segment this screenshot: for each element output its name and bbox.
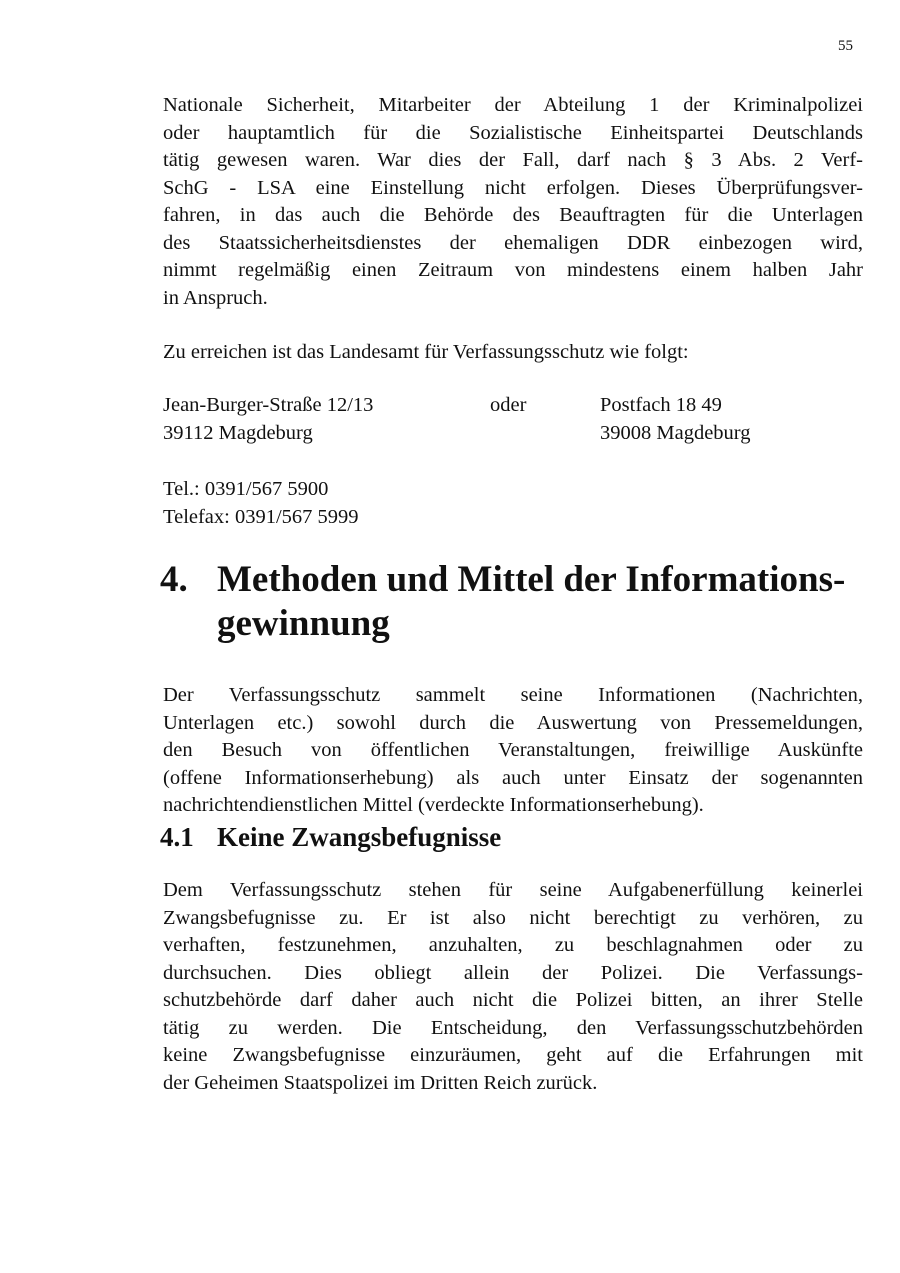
section-heading-4-1 [160,821,501,853]
section-number: 4.1 [160,822,194,852]
text-line: nimmt regelmäßig einen Zeitraum von mindestens einem halben Jahr [163,259,863,281]
text-line: tätig gewesen waren. War dies der Fall, darf nach § 3 Abs. 2 Verf- [163,149,863,171]
text-line: keine Zwangsbefugnisse einzuräumen, geht auf die Erfahrungen mit [163,1044,863,1066]
city: 39112 Magdeburg [163,422,313,444]
address-row [163,419,863,447]
text-line: Unterlagen etc.) sowohl durch die Auswertung von Pressemeldungen, [163,711,863,734]
text-line: der Geheimen Staatspolizei im Dritten Reich zurück. [163,1071,598,1094]
address-intro [163,339,863,367]
text-line: SchG - LSA eine Einstellung nicht erfolgen. Dieses Überprüfungsver- [163,176,863,199]
text-line: den Besuch von öffentlichen Veranstaltungen, freiwillige Auskünfte [163,739,863,761]
paragraph-continuation [163,92,863,312]
street-address: Jean-Burger-Straße 12/13 [163,394,374,416]
text-line: in Anspruch. [163,286,268,309]
po-city: 39008 Magdeburg [600,422,751,444]
section-number: 4. [160,559,188,600]
text-line: Nationale Sicherheit, Mitarbeiter der Abteilung 1 der Kriminalpolizei [163,94,863,116]
text-line: oder hauptamtlich für die Sozialistische Einheitspartei Deutschlands [163,121,863,144]
text-line: tätig zu werden. Die Entscheidung, den Verfassungsschutzbehörden [163,1016,863,1039]
section-title: Keine Zwangsbefugnisse [217,822,502,852]
po-box: Postfach 18 49 [600,394,722,416]
text-line: Der Verfassungsschutz sammelt seine Informationen (Nachrichten, [163,684,863,706]
fax-number: Telefax: 0391/567 5999 [163,506,359,528]
text-line: schutzbehörde darf daher auch nicht die Polizei bitten, an ihrer Stelle [163,989,863,1011]
text-line: verhaften, festzunehmen, anzuhalten, zu beschlagnahmen oder zu [163,934,863,956]
section-title-line-2: gewinnung [217,603,390,644]
phone-number: Tel.: 0391/567 5900 [163,478,329,500]
paragraph-powers [163,877,863,1097]
text-line: Zwangsbefugnisse zu. Er ist also nicht berechtigt zu verhören, zu [163,906,863,929]
paragraph-methods [163,682,863,820]
text-line: durchsuchen. Dies obliegt allein der Polizei. Die Verfassungs- [163,961,863,984]
contact-block [163,475,359,531]
text-line: des Staatssicherheitsdienstes der ehemaligen DDR einbezogen wird, [163,231,863,254]
text-line: Dem Verfassungsschutz stehen für seine Aufgabenerfüllung keinerlei [163,879,863,901]
page-number: 55 [838,38,853,54]
section-heading-4 [160,558,845,646]
address-row [163,391,863,419]
text-line: (offene Informationserhebung) als auch unter Einsatz der sogenannten [163,766,863,789]
address-separator: oder [490,394,527,416]
section-title-line-1: Methoden und Mittel der Informations- [217,559,846,600]
text-line: Zu erreichen ist das Landesamt für Verfassungsschutz wie folgt: [163,341,689,363]
text-line: fahren, in das auch die Behörde des Beauftragten für die Unterlagen [163,204,863,226]
text-line: nachrichtendienstlichen Mittel (verdeckte Informationserhebung). [163,794,704,816]
address-block [163,391,863,447]
